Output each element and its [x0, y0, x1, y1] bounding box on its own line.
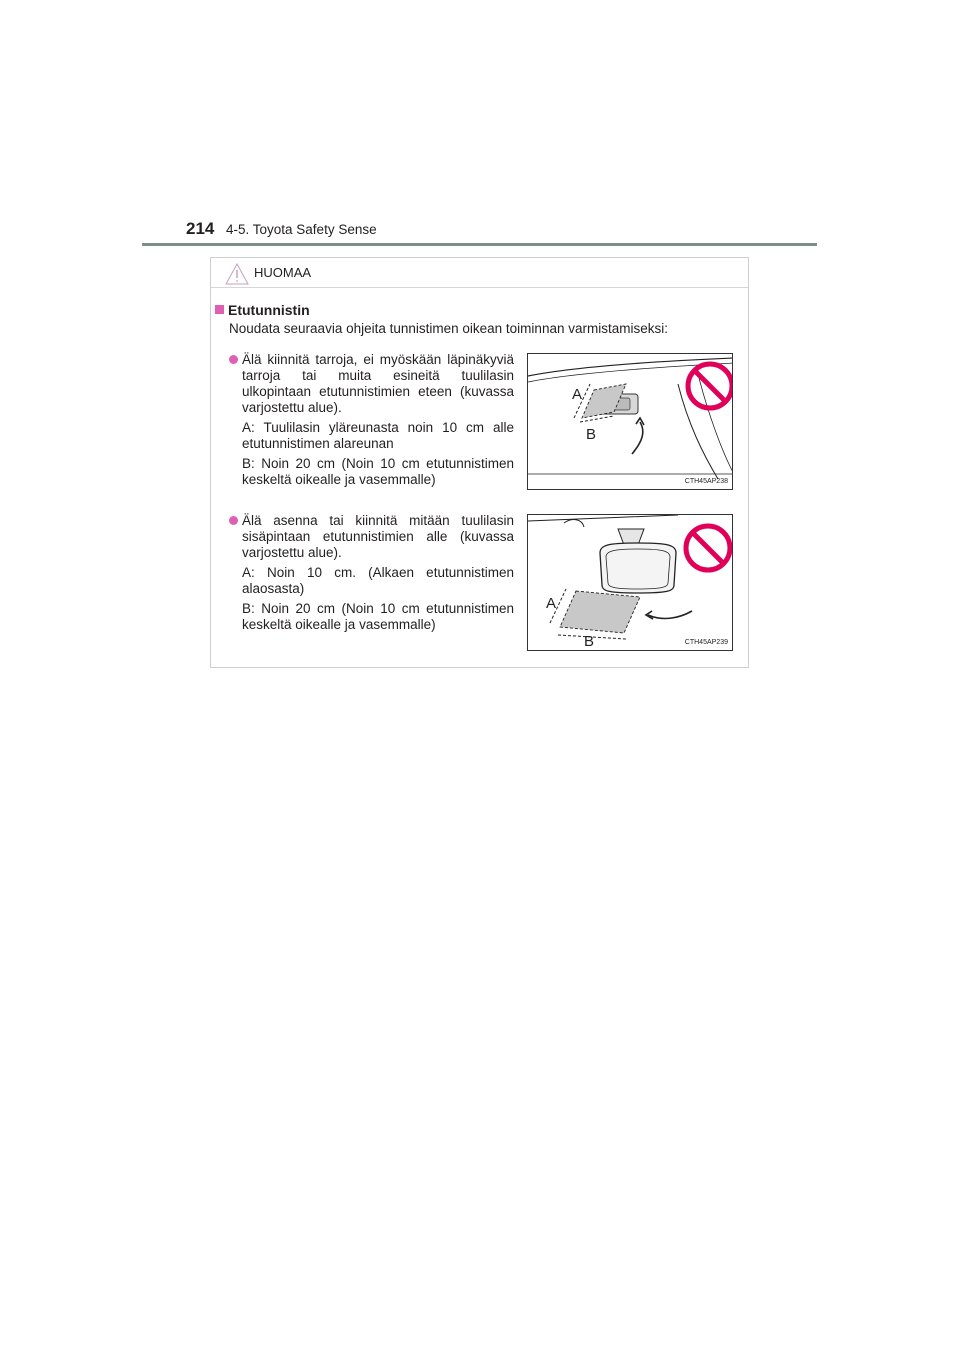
item-text: Älä asenna tai kiinnitä mitään tuulilasin sisäpintaan etutunnistimien alle (kuvassa varjostettu alue). [242, 513, 514, 560]
figure-code: CTH45AP238 [684, 478, 728, 485]
dimension-label-b: B [586, 426, 597, 443]
list-item [229, 352, 514, 488]
dimension-label-a: A [572, 386, 583, 403]
bullet-icon [229, 516, 238, 525]
bullet-icon [229, 355, 238, 364]
item-text: Älä kiinnitä tarroja, ei myöskään läpinäkyviä tarroja tai muita esineitä tuulilasin ulkopintaan etutunnistimien eteen (kuvassa varjostettu alue). [242, 352, 514, 415]
list-item [229, 513, 514, 633]
item-detail-a: A: Noin 10 cm. (Alkaen etutunnistimen alaosasta) [242, 565, 514, 596]
item-detail-b: B: Noin 20 cm (Noin 10 cm etutunnistimen keskeltä oikealle ja vasemmalle) [242, 601, 514, 632]
dimension-label-a: A [546, 595, 557, 612]
item-detail-a: A: Tuulilasin yläreunasta noin 10 cm alle etutunnistimen alareunan [242, 420, 514, 451]
section-title: 4-5. Toyota Safety Sense [226, 222, 377, 237]
windshield-outside-illustration [528, 354, 733, 490]
dimension-label-b: B [584, 633, 595, 650]
item-detail-b: B: Noin 20 cm (Noin 10 cm etutunnistimen keskeltä oikealle ja vasemmalle) [242, 456, 514, 487]
notice-header [211, 258, 748, 288]
subheading [215, 302, 310, 318]
header-rule [142, 243, 817, 246]
square-bullet-icon [215, 305, 224, 314]
windshield-inside-illustration [528, 515, 733, 651]
notice-label: HUOMAA [254, 265, 312, 280]
subheading-text: Etutunnistin [228, 302, 310, 318]
warning-triangle-icon [225, 263, 249, 285]
page-number: 214 [186, 219, 215, 238]
figure-windshield-inside [527, 514, 733, 651]
figure-code: CTH45AP239 [684, 639, 728, 646]
notice-box [210, 257, 749, 668]
intro-text: Noudata seuraavia ohjeita tunnistimen oikean toiminnan varmistamiseksi: [229, 321, 668, 336]
figure-windshield-outside [527, 353, 733, 490]
